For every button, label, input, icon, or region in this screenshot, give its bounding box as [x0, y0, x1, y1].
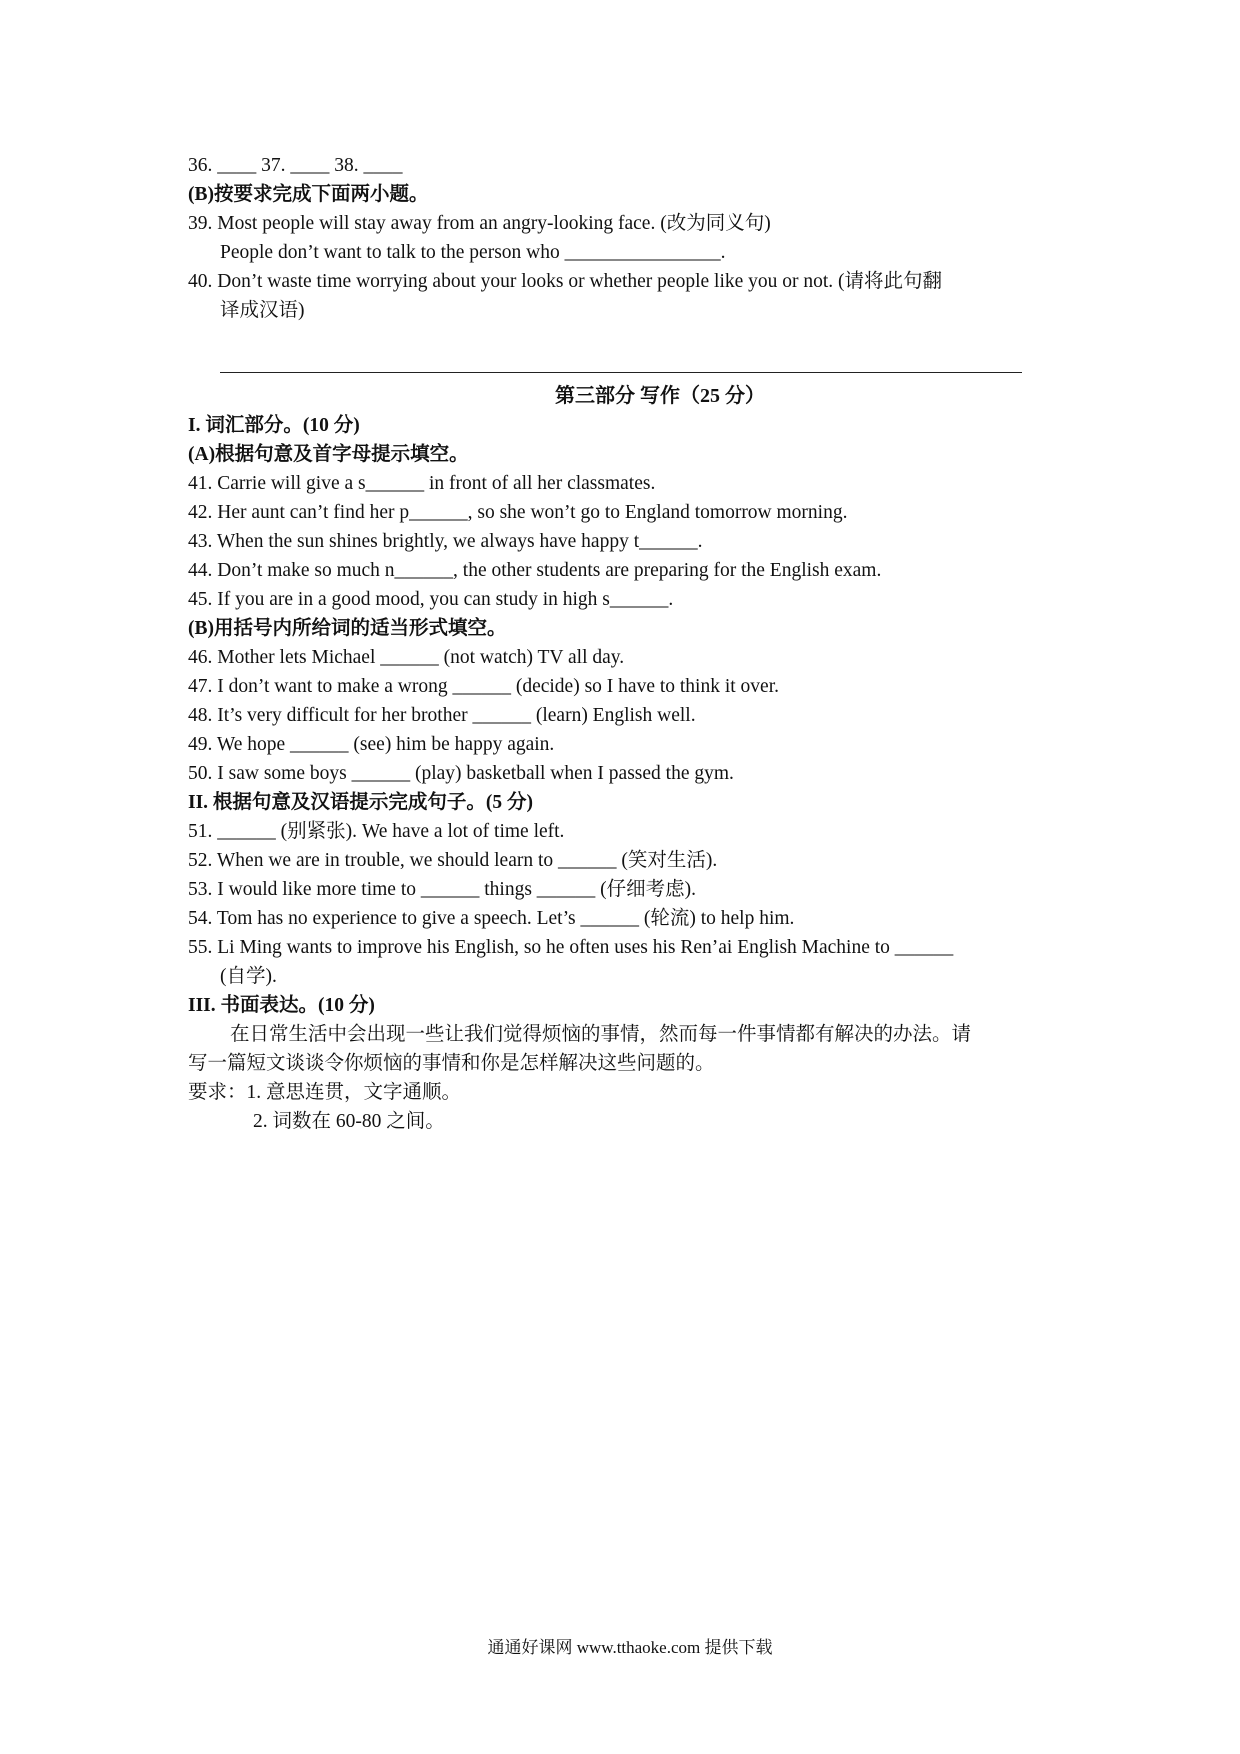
question-50: 50. I saw some boys ______ (play) basketball when I passed the gym.	[188, 763, 734, 784]
question-40-line2: 译成汉语)	[220, 300, 305, 321]
question-52: 52. When we are in trouble, we should learn to ______ (笑对生活).	[188, 850, 718, 871]
page-footer: 通通好课网 www.tthaoke.com 提供下载	[487, 1638, 773, 1657]
question-49: 49. We hope ______ (see) him be happy again.	[188, 734, 555, 755]
question-39: 39. Most people will stay away from an angry-looking face. (改为同义句)	[188, 213, 771, 234]
vocab-a-heading: (A)根据句意及首字母提示填空。	[188, 444, 469, 465]
writing-requirement-1: 要求：1. 意思连贯，文字通顺。	[188, 1082, 462, 1103]
writing-prompt-line1: 在日常生活中会出现一些让我们觉得烦恼的事情，然而每一件事情都有解决的办法。请	[230, 1024, 972, 1045]
answer-blanks-36-38: 36. ____ 37. ____ 38. ____	[188, 155, 403, 176]
writing-requirement-2: 2. 词数在 60-80 之间。	[253, 1111, 445, 1132]
writing-heading: III. 书面表达。(10 分)	[188, 995, 375, 1016]
question-42: 42. Her aunt can’t find her p______, so she won’t go to England tomorrow morning.	[188, 502, 848, 523]
question-44: 44. Don’t make so much n______, the other students are preparing for the English exam.	[188, 560, 882, 581]
question-54: 54. Tom has no experience to give a speech. Let’s ______ (轮流) to help him.	[188, 908, 795, 929]
question-45: 45. If you are in a good mood, you can study in high s______.	[188, 589, 674, 610]
question-40: 40. Don’t waste time worrying about your looks or whether people like you or not. (请将此句翻	[188, 271, 943, 292]
question-47: 47. I don’t want to make a wrong ______ (decide) so I have to think it over.	[188, 676, 780, 697]
question-46: 46. Mother lets Michael ______ (not watch) TV all day.	[188, 647, 625, 668]
sentences-heading: II. 根据句意及汉语提示完成句子。(5 分)	[188, 792, 534, 813]
question-55-line2: (自学).	[220, 966, 277, 987]
question-39-line2: People don’t want to talk to the person who ________________.	[220, 242, 726, 263]
question-43: 43. When the sun shines brightly, we always have happy t______.	[188, 531, 703, 552]
question-48: 48. It’s very difficult for her brother ______ (learn) English well.	[188, 705, 696, 726]
vocab-b-heading: (B)用括号内所给词的适当形式填空。	[188, 618, 507, 639]
vocab-heading: I. 词汇部分。(10 分)	[188, 415, 360, 436]
question-51: 51. ______ (别紧张). We have a lot of time left.	[188, 821, 565, 842]
question-53: 53. I would like more time to ______ things ______ (仔细考虑).	[188, 879, 697, 900]
section-b-heading: (B)按要求完成下面两小题。	[188, 184, 429, 205]
question-41: 41. Carrie will give a s______ in front of all her classmates.	[188, 473, 656, 494]
part3-title: 第三部分 写作（25 分）	[555, 385, 765, 407]
question-55: 55. Li Ming wants to improve his English, so he often uses his Ren’ai English Machine to ______	[188, 937, 954, 958]
writing-prompt-line2: 写一篇短文谈谈令你烦恼的事情和你是怎样解决这些问题的。	[188, 1053, 715, 1074]
answer-line-40	[220, 372, 1022, 373]
